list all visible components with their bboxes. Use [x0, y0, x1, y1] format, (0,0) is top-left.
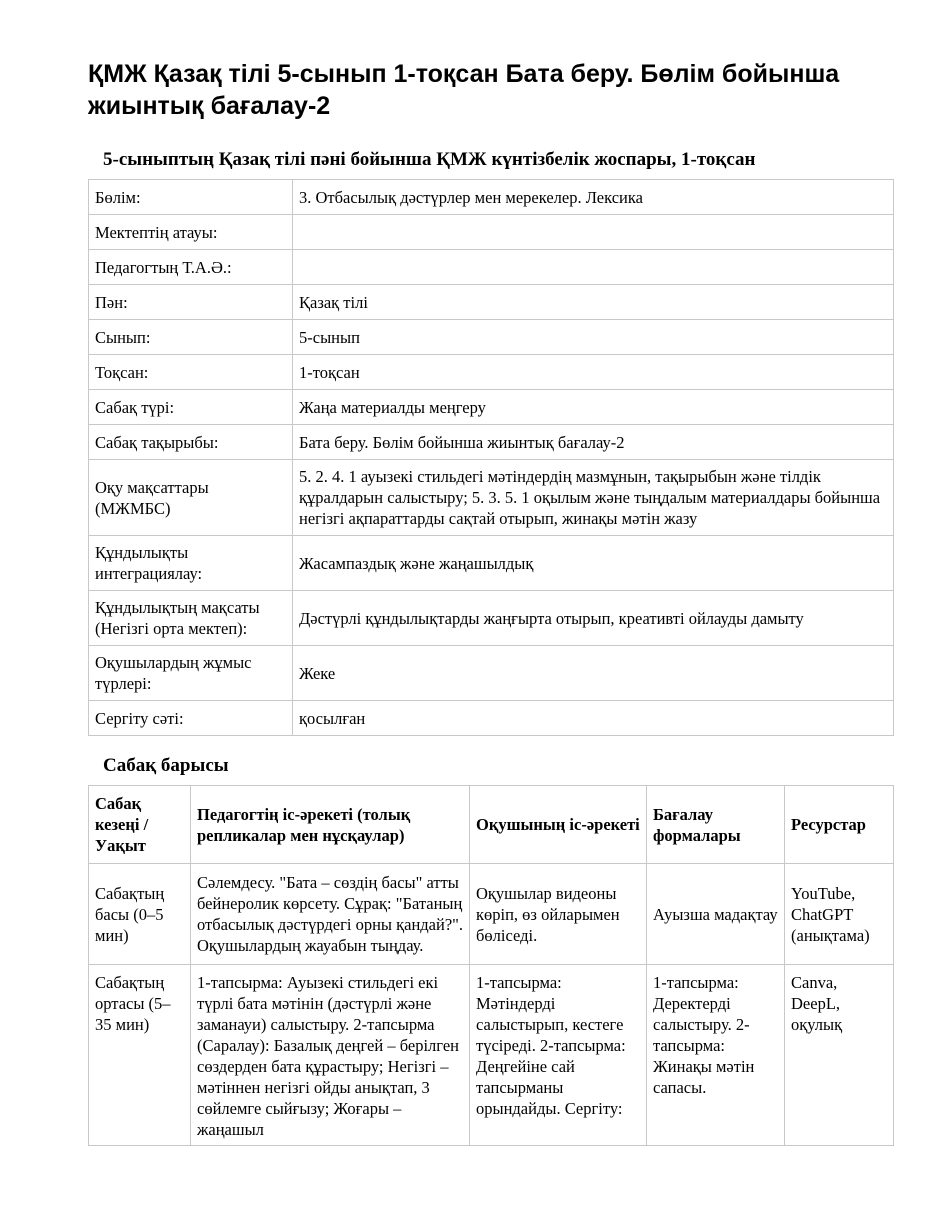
- row-value: 3. Отбасылық дәстүрлер мен мерекелер. Лексика: [293, 180, 894, 215]
- cell-stage: Сабақтың ортасы (5–35 мин): [89, 965, 191, 1146]
- lesson-info-table: [88, 179, 894, 736]
- row-label: Сабақ түрі:: [89, 390, 293, 425]
- row-label: Құндылықты интеграциялау:: [89, 536, 293, 591]
- row-value: қосылған: [293, 701, 894, 736]
- table-row: [89, 425, 894, 460]
- table-header-row: [89, 786, 894, 864]
- table-row: [89, 250, 894, 285]
- cell-assessment: 1-тапсырма: Деректерді салыстыру. 2-тапсырма: Жинақы мәтін сапасы.: [647, 965, 785, 1146]
- row-label: Оқу мақсаттары (МЖМБС): [89, 460, 293, 536]
- column-header-stage: Сабақ кезеңі / Уақыт: [89, 786, 191, 864]
- row-label: Сабақ тақырыбы:: [89, 425, 293, 460]
- row-value: [293, 215, 894, 250]
- process-heading: Сабақ барысы: [103, 755, 229, 776]
- table-row: [89, 355, 894, 390]
- table-row: [89, 591, 894, 646]
- row-label: Оқушылардың жұмыс түрлері:: [89, 646, 293, 701]
- table-row: [89, 215, 894, 250]
- row-label: Педагогтың Т.А.Ә.:: [89, 250, 293, 285]
- table-row: [89, 460, 894, 536]
- row-value: Жеке: [293, 646, 894, 701]
- row-value: 5. 2. 4. 1 ауызекі стильдегі мәтіндердің мазмұнын, тақырыбын және тілдік құралдарын салыстыру; 5. 3. 5. 1 оқылым және тыңдалым материалдары бойынша негізгі ақпараттарды сақтай отырып, жинақы мәтін жазу: [293, 460, 894, 536]
- table-row: [89, 701, 894, 736]
- table-row: [89, 390, 894, 425]
- row-label: Бөлім:: [89, 180, 293, 215]
- cell-resources: YouTube, ChatGPT (анықтама): [785, 864, 894, 965]
- table-row: [89, 285, 894, 320]
- document-title: ҚМЖ Қазақ тілі 5-сынып 1-тоқсан Бата беру. Бөлім бойынша жиынтық бағалау-2: [88, 60, 840, 120]
- lesson-process-table: [88, 785, 894, 1146]
- cell-student-activity: 1-тапсырма: Мәтіндерді салыстырып, кестеге түсіреді. 2-тапсырма: Деңгейіне сай тапсырманы орындайды. Сергіту:: [470, 965, 647, 1146]
- cell-teacher-activity: Сәлемдесу. "Бата – сөздің басы" атты бейнеролик көрсету. Сұрақ: "Батаның отбасылық дәстүрдегі орны қандай?". Оқушылардың жауабын тыңдау.: [191, 864, 470, 965]
- row-value: Жасампаздық және жаңашылдық: [293, 536, 894, 591]
- column-header-assessment: Бағалау формалары: [647, 786, 785, 864]
- table-row: [89, 536, 894, 591]
- table-row: [89, 320, 894, 355]
- row-value: Дәстүрлі құндылықтарды жаңғырта отырып, креативті ойлауды дамыту: [293, 591, 894, 646]
- cell-student-activity: Оқушылар видеоны көріп, өз ойларымен бөліседі.: [470, 864, 647, 965]
- row-label: Тоқсан:: [89, 355, 293, 390]
- row-value: Бата беру. Бөлім бойынша жиынтық бағалау-2: [293, 425, 894, 460]
- row-value: [293, 250, 894, 285]
- cell-stage: Сабақтың басы (0–5 мин): [89, 864, 191, 965]
- table-row: [89, 864, 894, 965]
- row-label: Сергіту сәті:: [89, 701, 293, 736]
- row-label: Сынып:: [89, 320, 293, 355]
- row-value: Қазақ тілі: [293, 285, 894, 320]
- row-label: Мектептің атауы:: [89, 215, 293, 250]
- plan-heading: 5-сыныптың Қазақ тілі пәні бойынша ҚМЖ күнтізбелік жоспары, 1-тоқсан: [103, 149, 756, 170]
- row-value: 1-тоқсан: [293, 355, 894, 390]
- column-header-resources: Ресурстар: [785, 786, 894, 864]
- column-header-teacher-activity: Педагогтің іс-әрекеті (толық репликалар мен нұсқаулар): [191, 786, 470, 864]
- cell-teacher-activity: 1-тапсырма: Ауызекі стильдегі екі түрлі бата мәтінін (дәстүрлі және заманауи) салыстыру. 2-тапсырма (Саралау): Базалық деңгей – берілген сөздерден бата құрастыру; Негізгі – мәтіннен негізгі ойды анықтап, 3 сөйлемге сыйғызу; Жоғары – жаңашыл: [191, 965, 470, 1146]
- table-row: [89, 646, 894, 701]
- column-header-student-activity: Оқушының іс-әрекеті: [470, 786, 647, 864]
- table-row: [89, 965, 894, 1146]
- cell-assessment: Ауызша мадақтау: [647, 864, 785, 965]
- row-label: Құндылықтың мақсаты (Негізгі орта мектеп):: [89, 591, 293, 646]
- row-label: Пән:: [89, 285, 293, 320]
- table-row: [89, 180, 894, 215]
- cell-resources: Canva, DeepL, оқулық: [785, 965, 894, 1146]
- row-value: 5-сынып: [293, 320, 894, 355]
- row-value: Жаңа материалды меңгеру: [293, 390, 894, 425]
